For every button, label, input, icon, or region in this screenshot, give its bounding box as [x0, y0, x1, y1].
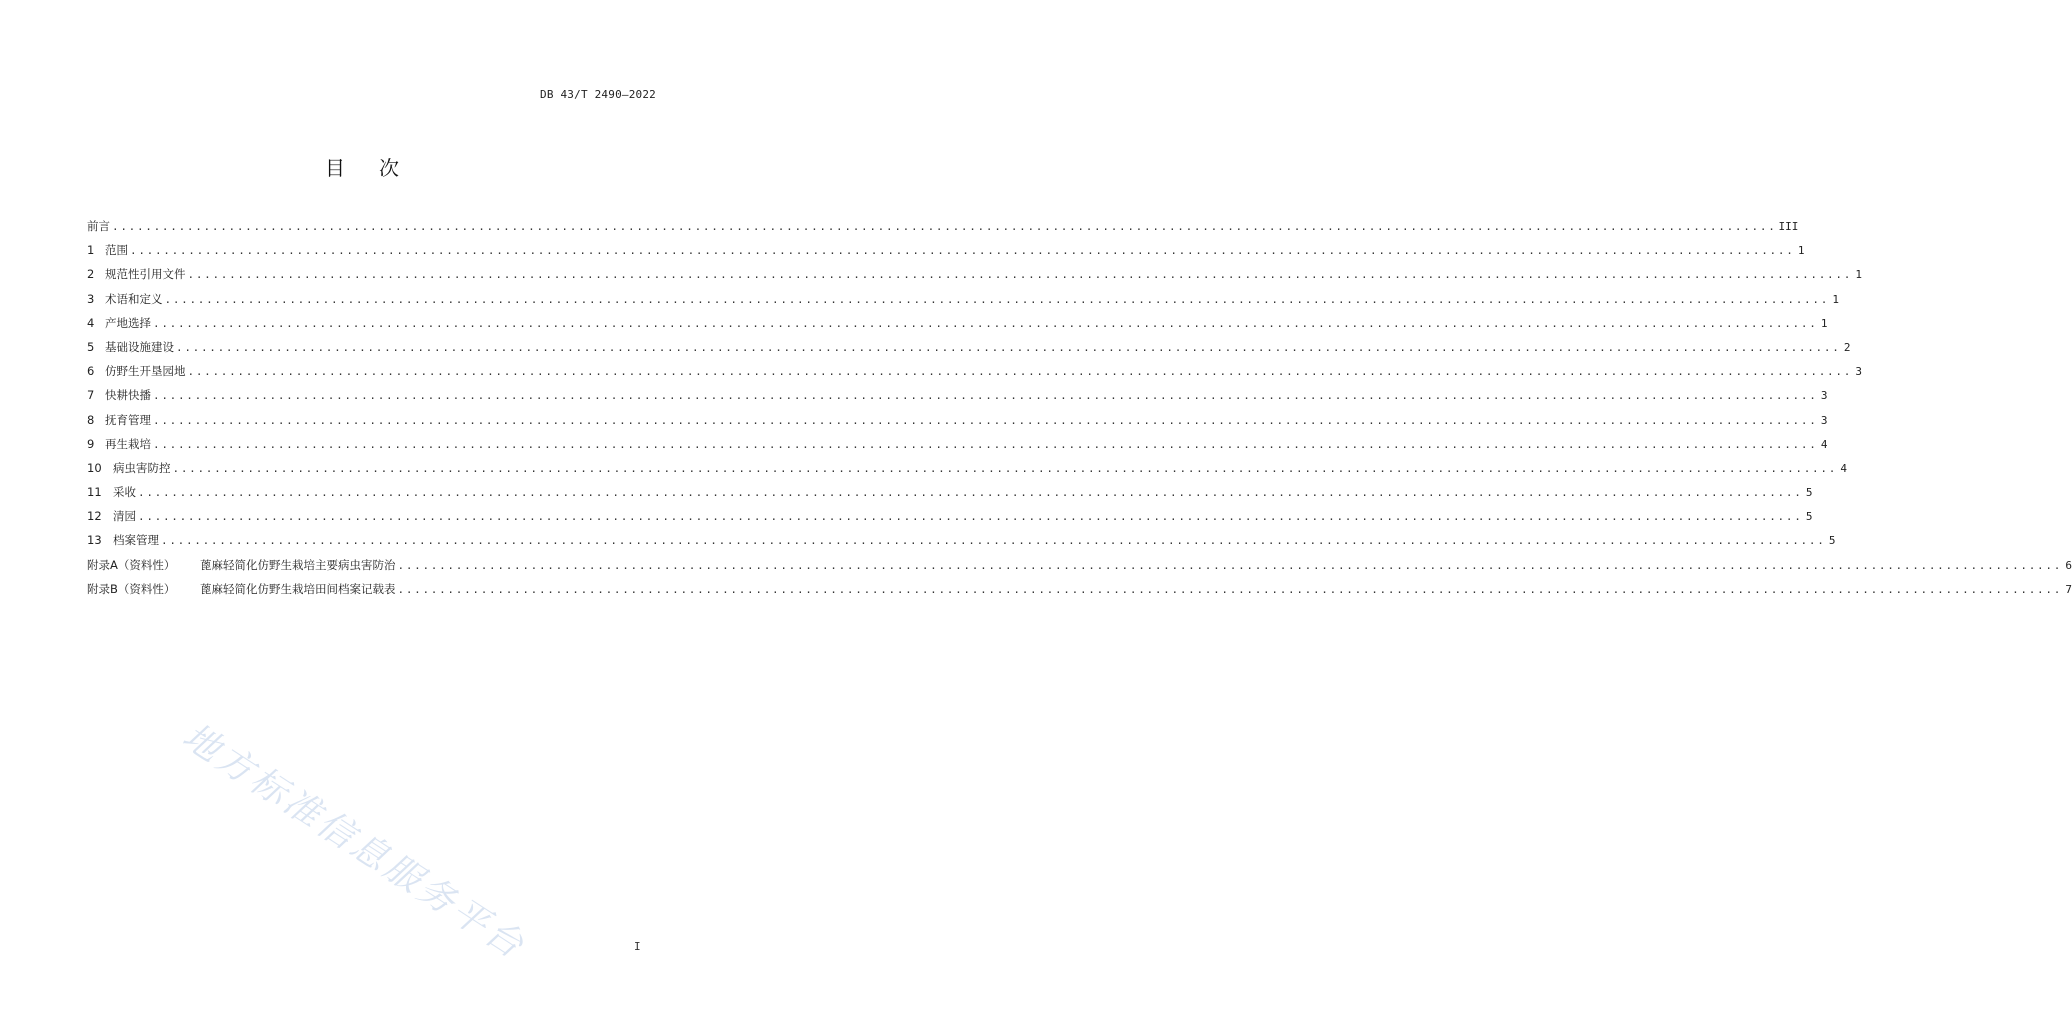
page-title: 目次	[325, 156, 433, 180]
toc-label: 前言	[87, 219, 110, 233]
toc-leader: ........................................................................................................................................................................................................	[397, 582, 2063, 596]
toc-number: 5	[87, 339, 95, 354]
toc-entry-1[interactable]	[87, 242, 1805, 266]
toc-entry-3[interactable]	[87, 291, 1840, 315]
toc-number: 12	[87, 509, 102, 524]
toc-number: 1	[87, 243, 95, 258]
toc-entry-13[interactable]	[87, 532, 1836, 556]
toc-page: 2	[1843, 340, 1851, 354]
toc-leader: ........................................................................................................................................................................................................	[153, 413, 1818, 427]
toc-label: 规范性引用文件	[105, 267, 186, 282]
toc-label: 仿野生开垦园地	[105, 364, 186, 379]
toc-label: 档案管理	[113, 533, 159, 548]
toc-number: 10	[87, 460, 102, 475]
toc-leader: ........................................................................................................................................................................................................	[153, 437, 1818, 451]
toc-entry-10[interactable]	[87, 460, 1848, 484]
toc-entry-8[interactable]	[87, 412, 1828, 436]
toc-page: 5	[1805, 510, 1813, 524]
toc-leader: ........................................................................................................................................................................................................	[153, 316, 1818, 330]
toc-label: 病虫害防控	[113, 460, 171, 475]
toc-number: 9	[87, 436, 95, 451]
toc-page: 1	[1797, 244, 1805, 258]
toc-page: 4	[1820, 437, 1828, 451]
toc-label: 产地选择	[105, 315, 151, 330]
toc-number: 3	[87, 291, 95, 306]
toc-label: 范围	[105, 243, 128, 258]
toc-number: 11	[87, 485, 102, 500]
watermark: 地方标准信息服务平台	[175, 715, 534, 969]
toc-number: 7	[87, 388, 95, 403]
toc-leader: ........................................................................................................................................................................................................	[187, 365, 1853, 379]
toc-leader: ........................................................................................................................................................................................................	[397, 558, 2063, 572]
toc-entry-appendix-b[interactable]	[87, 581, 2072, 605]
toc-entry-5[interactable]	[87, 339, 1851, 363]
toc-leader: ........................................................................................................................................................................................................	[138, 510, 1803, 524]
toc-leader: ........................................................................................................................................................................................................	[161, 534, 1826, 548]
toc-entry-9[interactable]	[87, 436, 1828, 460]
toc-leader: ........................................................................................................................................................................................................	[153, 389, 1818, 403]
toc-entry-foreword[interactable]	[87, 218, 1799, 242]
toc-label: 采收	[113, 485, 136, 500]
table-of-contents	[87, 218, 2072, 605]
toc-entry-11[interactable]	[87, 484, 1813, 508]
toc-number: 6	[87, 364, 95, 379]
toc-page: 3	[1820, 389, 1828, 403]
toc-entry-7[interactable]	[87, 387, 1828, 411]
toc-leader: ........................................................................................................................................................................................................	[112, 220, 1777, 233]
toc-page: III	[1778, 220, 1799, 233]
toc-page: 1	[1855, 268, 1863, 282]
toc-number: 2	[87, 267, 95, 282]
toc-number: 附录A（资料性）	[87, 557, 176, 572]
toc-leader: ........................................................................................................................................................................................................	[138, 486, 1803, 500]
toc-label: 蓖麻轻简化仿野生栽培田间档案记载表	[200, 581, 396, 596]
toc-label: 基础设施建设	[105, 339, 174, 354]
toc-label: 快耕快播	[105, 388, 151, 403]
toc-label: 术语和定义	[105, 291, 163, 306]
toc-page: 7	[2065, 582, 2072, 596]
toc-number: 附录B（资料性）	[87, 581, 176, 596]
toc-number: 13	[87, 533, 102, 548]
toc-number: 8	[87, 412, 95, 427]
page-number: I	[634, 940, 641, 953]
toc-number: 4	[87, 315, 95, 330]
toc-leader: ........................................................................................................................................................................................................	[164, 292, 1830, 306]
toc-page: 1	[1832, 292, 1840, 306]
toc-page: 5	[1805, 486, 1813, 500]
toc-page: 6	[2065, 558, 2072, 572]
toc-leader: ........................................................................................................................................................................................................	[176, 340, 1841, 354]
toc-leader: ........................................................................................................................................................................................................	[130, 244, 1795, 258]
toc-label: 蓖麻轻简化仿野生栽培主要病虫害防治	[200, 557, 396, 572]
toc-leader: ........................................................................................................................................................................................................	[187, 268, 1853, 282]
toc-entry-2[interactable]	[87, 266, 1863, 290]
toc-page: 5	[1828, 534, 1836, 548]
toc-label: 清园	[113, 509, 136, 524]
toc-entry-12[interactable]	[87, 508, 1813, 532]
toc-entry-appendix-a[interactable]	[87, 557, 2072, 581]
toc-page: 1	[1820, 316, 1828, 330]
toc-label: 抚育管理	[105, 412, 151, 427]
toc-label: 再生栽培	[105, 436, 151, 451]
toc-page: 3	[1855, 365, 1863, 379]
toc-entry-6[interactable]	[87, 363, 1863, 387]
standard-code: DB 43/T 2490—2022	[540, 88, 656, 101]
toc-page: 3	[1820, 413, 1828, 427]
toc-page: 4	[1840, 461, 1848, 475]
toc-leader: ........................................................................................................................................................................................................	[172, 461, 1838, 475]
toc-entry-4[interactable]	[87, 315, 1828, 339]
